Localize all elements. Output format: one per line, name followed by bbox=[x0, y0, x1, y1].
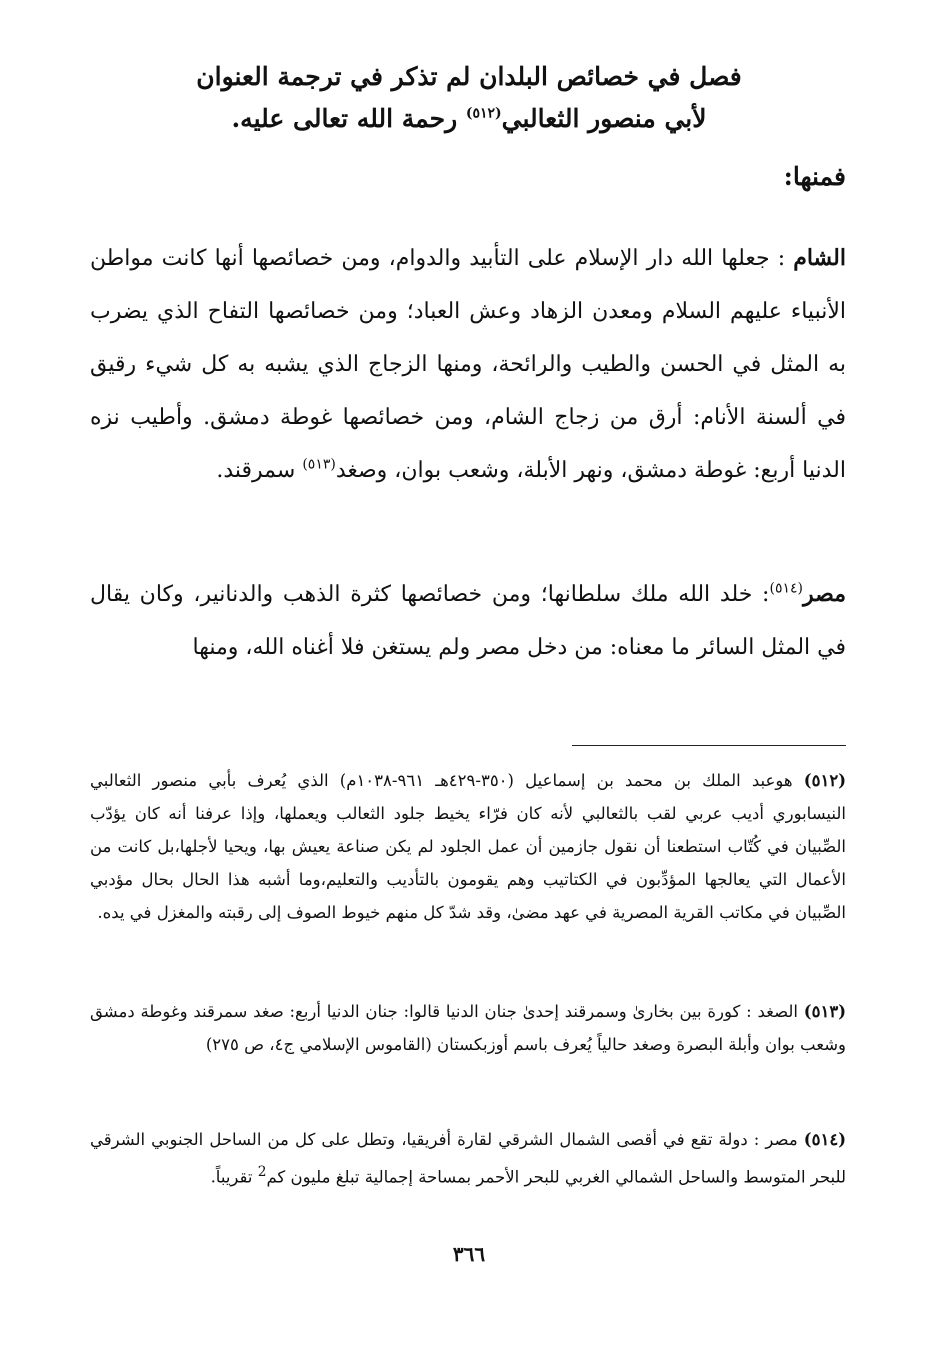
footnote-text: هوعبد الملك بن محمد بن إسماعيل (٣٥٠-٤٢٩هـ ٩٦١-١٠٣٨م) الذي يُعرف بأبي منصور الثعالبي النيسابوري أديب عربي لقب بالثعالبي لأنه كان فرّاء يخيط جلود الثعالب ويعملها، وإذا عرفنا أنه كان يؤدّب الصِّبيان في كُتّاب استطعنا أن نقول جازمين أن عمل الجلود لم يكن صناعة يعيش بها، ويحيا لأجلها،بل كانت من الأعمال التي يعالجها المؤدِّبون في الكتاتيب وهم يقومون بالتأديب والتعليم،وما أشبه هذا الحال بحال مؤدبي الصِّبيان في مكاتب القرية المصرية في عهد مضىٰ، وقد شدّ كل منهم خيوط الصوف إلى رقبته والمغزل في يده. bbox=[90, 771, 846, 922]
paragraph-sham-text-end: سمرقند. bbox=[216, 458, 303, 483]
footnote-514 bbox=[90, 1123, 846, 1194]
footnote-text-end: تقريباً. bbox=[210, 1167, 258, 1187]
term-sham: الشام bbox=[793, 245, 846, 271]
section-heading: فمنها: bbox=[783, 162, 846, 191]
paragraph-misr-text: : خلد الله ملك سلطانها؛ ومن خصائصها كثرة الذهب والدنانير، وكان يقال في المثل السائر ما معناه: من دخل مصر ولم يستغن فلا أغناه الله، ومنها bbox=[90, 582, 846, 660]
chapter-title-text: لأبي منصور الثعالبي bbox=[501, 104, 707, 133]
footnote-512 bbox=[90, 764, 846, 929]
page-number: ٣٦٦ bbox=[452, 1242, 486, 1266]
footnote-text: الصغد : كورة بين بخارىٰ وسمرقند إحدىٰ جنان الدنيا قالوا: جنان الدنيا أربع: صغد سمرقند وغوطة دمشق وشعب بوان وأبلة البصرة وصغد حالياً يُعرف باسم أوزبكستان (القاموس الإسلامي ج٤، ص ٢٧٥) bbox=[90, 1002, 846, 1054]
paragraph-misr bbox=[90, 568, 846, 674]
footnote-ref-514[interactable]: (٥١٤) bbox=[769, 580, 803, 597]
paragraph-sham bbox=[90, 232, 846, 497]
chapter-title-text-end: رحمة الله تعالى عليه. bbox=[231, 104, 466, 133]
footnote-513 bbox=[90, 995, 846, 1061]
footnote-separator bbox=[572, 745, 846, 746]
footnote-number: (٥١٤) bbox=[803, 1130, 846, 1149]
footnote-ref-512[interactable]: (٥١٢) bbox=[465, 105, 502, 122]
footnote-text: مصر : دولة تقع في أقصى الشمال الشرقي لقارة أفريقيا، وتطل على كل من الساحل الجنوبي الشرقي للبحر المتوسط والساحل الشمالي الغربي للبحر الأحمر بمساحة إجمالية تبلغ مليون كم bbox=[90, 1130, 846, 1187]
footnote-ref-513[interactable]: (٥١٣) bbox=[302, 456, 336, 473]
footnote-number: (٥١٢) bbox=[803, 771, 846, 790]
superscript-2: 2 bbox=[257, 1164, 267, 1180]
chapter-title-line-1: فصل في خصائص البلدان لم تذكر في ترجمة العنوان bbox=[196, 62, 742, 91]
footnote-number: (٥١٣) bbox=[803, 1002, 846, 1021]
term-misr: مصر bbox=[802, 581, 846, 607]
chapter-title-line-2 bbox=[60, 104, 878, 134]
paragraph-sham-text: : جعلها الله دار الإسلام على التأبيد والدوام، ومن خصائصها أنها كانت مواطن الأنبياء عليهم السلام ومعدن الزهاد وعش العباد؛ ومن خصائصها التفاح الذي يضرب به المثل في الحسن والطيب والرائحة، ومنها الزجاج الذي يشبه به كل شيء رقيق في ألسنة الأنام: أرق من زجاج الشام، ومن خصائصها غوطة دمشق. وأطيب نزه الدنيا أربع: غوطة دمشق، ونهر الأبلة، وشعب بوان، وصغد bbox=[90, 246, 846, 483]
